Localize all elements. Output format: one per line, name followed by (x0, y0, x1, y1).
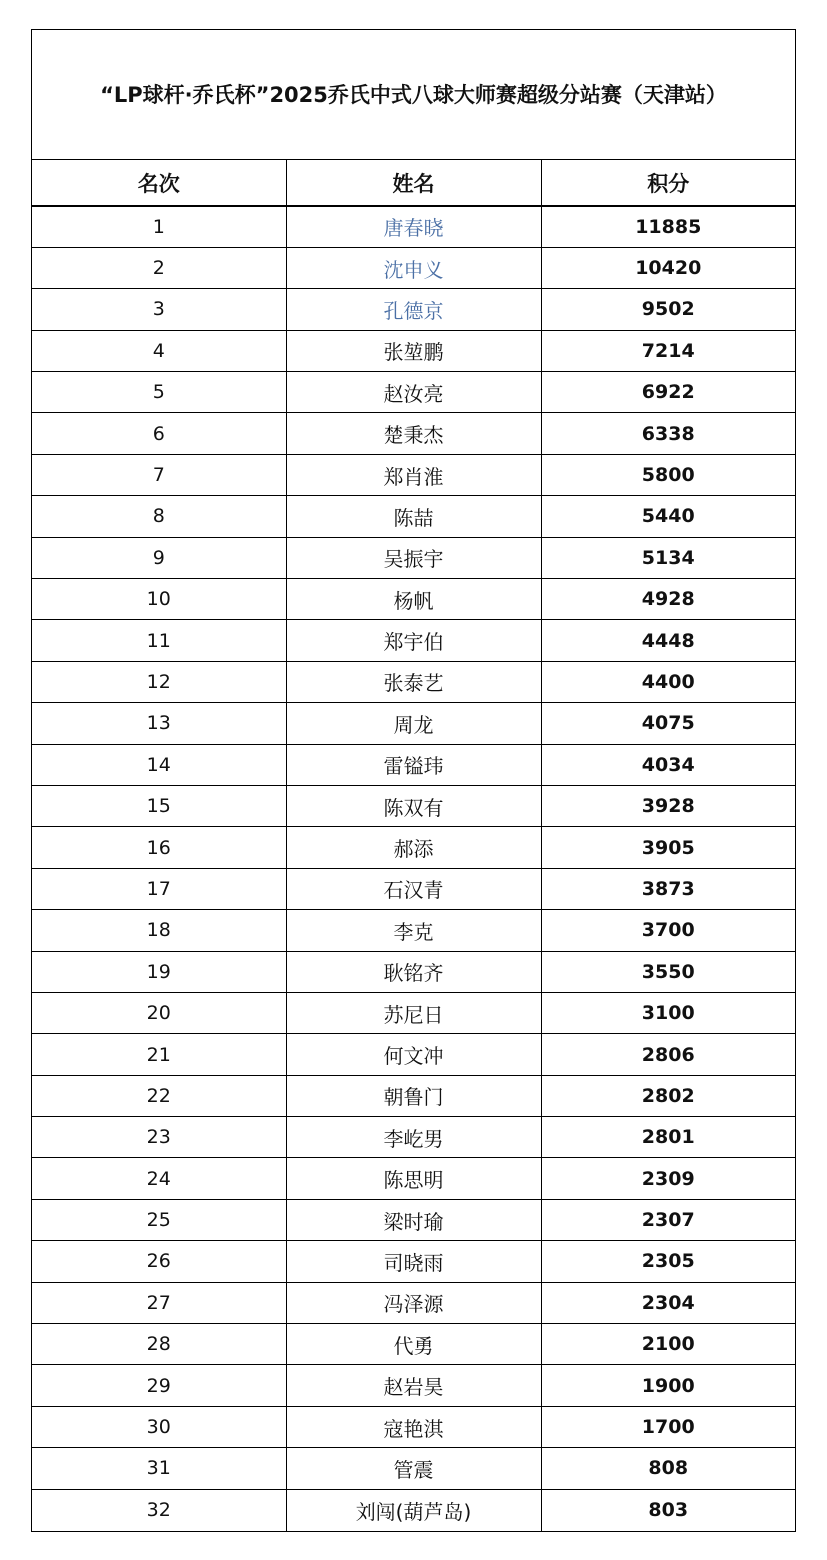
rank-cell: 7 (32, 454, 286, 495)
table-row (32, 579, 795, 620)
table-row (32, 1365, 795, 1406)
player-name-cell: 张泰艺 (286, 661, 541, 702)
header-rank: 名次 (32, 160, 286, 206)
points-cell: 3550 (541, 951, 795, 992)
points-cell: 803 (648, 1499, 689, 1522)
table-row (32, 454, 795, 495)
table-row (32, 1406, 795, 1447)
table-body (32, 206, 795, 1531)
points-cell: 2307 (541, 1199, 795, 1240)
points-cell: 9502 (541, 289, 795, 330)
rank-cell: 31 (32, 1448, 286, 1489)
points-cell: 5134 (541, 537, 795, 578)
table-row (32, 1489, 795, 1530)
player-name-cell: 何文冲 (286, 1034, 541, 1075)
player-name-cell: 苏尼日 (286, 992, 541, 1033)
points-cell: 3905 (541, 827, 795, 868)
player-name-cell: 雷镒玮 (286, 744, 541, 785)
table-row (32, 827, 795, 868)
player-name-cell: 吴振宇 (286, 537, 541, 578)
table-row (32, 868, 795, 909)
player-name-cell: 陈思明 (286, 1158, 541, 1199)
points-cell: 3928 (541, 785, 795, 826)
points-cell: 5800 (541, 454, 795, 495)
table-row (32, 620, 795, 661)
ranking-sheet (31, 29, 796, 1532)
rank-cell: 25 (32, 1199, 286, 1240)
points-cell: 2801 (541, 1117, 795, 1158)
table-row (32, 1075, 795, 1116)
header-points: 积分 (541, 160, 795, 206)
rank-cell: 28 (32, 1324, 286, 1365)
points-cell: 4928 (541, 579, 795, 620)
rank-cell: 16 (32, 827, 286, 868)
rank-cell: 15 (32, 785, 286, 826)
player-name-cell: 陈喆 (286, 496, 541, 537)
table-row (32, 413, 795, 454)
points-cell: 5440 (541, 496, 795, 537)
points-cell: 808 (541, 1448, 795, 1489)
table-row (32, 661, 795, 702)
player-name-cell: 郑宇伯 (286, 620, 541, 661)
player-name-cell: 司晓雨 (286, 1241, 541, 1282)
rank-cell: 29 (32, 1365, 286, 1406)
rank-cell: 10 (32, 579, 286, 620)
player-name-cell: 寇艳淇 (286, 1406, 541, 1447)
rank-cell: 9 (32, 537, 286, 578)
points-cell: 1900 (541, 1365, 795, 1406)
rank-cell: 20 (32, 992, 286, 1033)
player-name-cell: 杨帆 (286, 579, 541, 620)
player-name-cell: 沈申义 (286, 247, 541, 288)
rank-cell: 2 (32, 247, 286, 288)
table-row (32, 1324, 795, 1365)
rank-cell: 18 (32, 910, 286, 951)
rank-cell: 21 (32, 1034, 286, 1075)
title-box (32, 30, 795, 160)
table-row (32, 537, 795, 578)
rank-cell: 5 (32, 372, 286, 413)
points-cell: 4448 (541, 620, 795, 661)
player-name-cell: 楚秉杰 (286, 413, 541, 454)
table-row (32, 951, 795, 992)
points-cell: 2100 (541, 1324, 795, 1365)
points-cell: 6338 (541, 413, 795, 454)
points-cell: 3873 (541, 868, 795, 909)
table-row (32, 330, 795, 371)
points-cell: 2304 (541, 1282, 795, 1323)
table-row (32, 496, 795, 537)
table-row (32, 992, 795, 1033)
rank-cell: 4 (32, 330, 286, 371)
player-name-cell: 李克 (286, 910, 541, 951)
points-cell: 2305 (541, 1241, 795, 1282)
rank-cell: 17 (32, 868, 286, 909)
page-title: “LP球杆·乔氏杯”2025乔氏中式八球大师赛超级分站赛（天津站） (100, 82, 727, 107)
player-name-cell: 郝添 (286, 827, 541, 868)
table-header (32, 160, 795, 206)
rank-cell: 27 (32, 1282, 286, 1323)
player-name-cell: 朝鲁门 (286, 1075, 541, 1116)
rank-cell: 24 (32, 1158, 286, 1199)
player-name-cell: 管震 (286, 1448, 541, 1489)
table-row (32, 744, 795, 785)
player-name-cell: 刘闯(葫芦岛) (286, 1489, 541, 1530)
table-row (32, 1117, 795, 1158)
rank-cell: 22 (32, 1075, 286, 1116)
rank-cell: 12 (32, 661, 286, 702)
table-row (32, 372, 795, 413)
points-cell: 6922 (541, 372, 795, 413)
points-cell: 2309 (541, 1158, 795, 1199)
player-name-cell: 冯泽源 (286, 1282, 541, 1323)
rank-cell: 30 (32, 1406, 286, 1447)
table-row (32, 1282, 795, 1323)
header-name: 姓名 (286, 160, 541, 206)
points-cell: 2806 (541, 1034, 795, 1075)
rank-cell: 13 (32, 703, 286, 744)
points-cell: 4034 (541, 744, 795, 785)
rank-cell: 32 (32, 1489, 286, 1530)
points-cell: 3700 (541, 910, 795, 951)
player-name-cell: 耿铭齐 (286, 951, 541, 992)
points-cell: 2802 (541, 1075, 795, 1116)
points-cell: 11885 (541, 206, 795, 247)
player-name-cell: 周龙 (286, 703, 541, 744)
table-row (32, 1158, 795, 1199)
rank-cell: 14 (32, 744, 286, 785)
player-name-cell: 赵汝亮 (286, 372, 541, 413)
rank-cell: 8 (32, 496, 286, 537)
points-cell: 3100 (541, 992, 795, 1033)
player-name-cell: 陈双有 (286, 785, 541, 826)
rank-cell: 6 (32, 413, 286, 454)
points-cell: 7214 (541, 330, 795, 371)
table-row (32, 1241, 795, 1282)
table-row (32, 910, 795, 951)
ranking-table (32, 160, 795, 1531)
player-name-cell: 李屹男 (286, 1117, 541, 1158)
rank-cell: 1 (32, 206, 286, 247)
rank-cell: 23 (32, 1117, 286, 1158)
table-row (32, 206, 795, 247)
points-cell: 10420 (541, 247, 795, 288)
table-row (32, 703, 795, 744)
points-cell: 4075 (541, 703, 795, 744)
player-name-cell: 代勇 (286, 1324, 541, 1365)
points-cell: 1700 (541, 1406, 795, 1447)
player-name-cell: 梁时瑜 (286, 1199, 541, 1240)
player-name-cell: 唐春晓 (286, 206, 541, 247)
table-row (32, 1448, 795, 1489)
rank-cell: 3 (32, 289, 286, 330)
header-row (32, 160, 795, 206)
rank-cell: 26 (32, 1241, 286, 1282)
player-name-cell: 张堃鹏 (286, 330, 541, 371)
table-row (32, 1199, 795, 1240)
player-name-cell: 郑肖淮 (286, 454, 541, 495)
table-row (32, 1034, 795, 1075)
player-name-cell: 孔德京 (286, 289, 541, 330)
table-row (32, 247, 795, 288)
rank-cell: 11 (32, 620, 286, 661)
rank-cell: 19 (32, 951, 286, 992)
points-cell: 4400 (541, 661, 795, 702)
table-row (32, 289, 795, 330)
player-name-cell: 石汉青 (286, 868, 541, 909)
table-row (32, 785, 795, 826)
player-name-cell: 赵岩昊 (286, 1365, 541, 1406)
